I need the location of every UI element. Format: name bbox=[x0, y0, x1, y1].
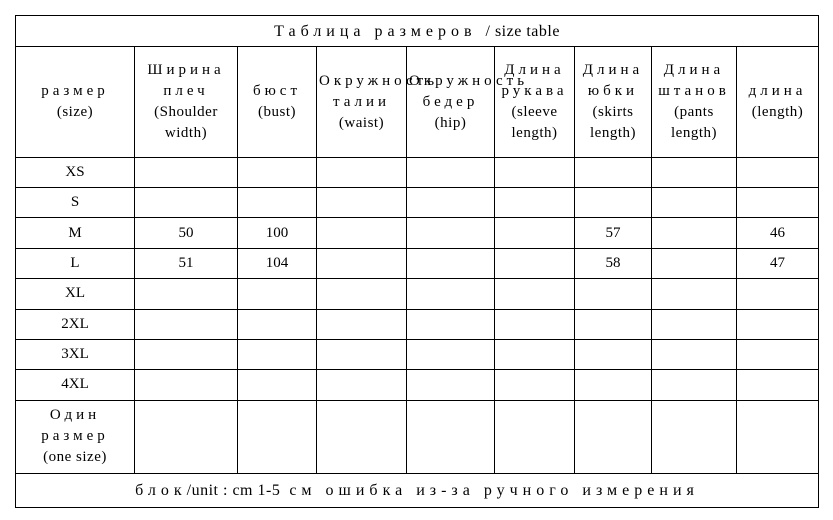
table-cell bbox=[135, 157, 238, 187]
table-cell bbox=[575, 400, 652, 473]
table-cell bbox=[238, 370, 317, 400]
table-cell bbox=[407, 400, 495, 473]
table-cell bbox=[652, 188, 737, 218]
column-header-ru: Окружность бедер bbox=[409, 72, 529, 110]
column-header-ru: Ширина плеч bbox=[147, 62, 225, 100]
table-cell bbox=[652, 400, 737, 473]
table-cell: 100 bbox=[238, 218, 317, 248]
table-cell bbox=[652, 157, 737, 187]
size-label: 2XL bbox=[16, 309, 135, 339]
column-header-en: (size) bbox=[56, 104, 94, 121]
column-header-en: (waist) bbox=[338, 114, 385, 131]
column-header-en: (Shoulder width) bbox=[154, 104, 218, 142]
table-cell: 50 bbox=[135, 218, 238, 248]
table-cell: 57 bbox=[575, 218, 652, 248]
table-row bbox=[16, 339, 819, 369]
table-cell bbox=[737, 400, 819, 473]
table-cell bbox=[407, 309, 495, 339]
table-cell bbox=[407, 248, 495, 278]
table-cell bbox=[652, 248, 737, 278]
column-header-en: (skirts length) bbox=[590, 104, 636, 142]
column-header bbox=[407, 47, 529, 157]
table-cell bbox=[135, 188, 238, 218]
size-label: 3XL bbox=[16, 339, 135, 369]
column-header-en: (sleeve length) bbox=[511, 104, 558, 142]
table-cell bbox=[317, 400, 407, 473]
title-row bbox=[16, 16, 819, 47]
table-cell bbox=[737, 309, 819, 339]
size-label: XS bbox=[16, 157, 135, 187]
table-row bbox=[16, 309, 819, 339]
column-header-en: (bust) bbox=[258, 104, 296, 121]
table-cell: 58 bbox=[575, 248, 652, 278]
size-table-container bbox=[15, 15, 818, 508]
size-label: M bbox=[16, 218, 135, 248]
size-label: L bbox=[16, 248, 135, 278]
table-cell bbox=[238, 400, 317, 473]
table-cell bbox=[238, 339, 317, 369]
table-cell bbox=[317, 218, 407, 248]
table-body bbox=[16, 157, 819, 400]
table-row bbox=[16, 157, 819, 187]
one-size-label bbox=[16, 400, 135, 473]
table-cell bbox=[407, 157, 495, 187]
table-cell bbox=[317, 370, 407, 400]
table-cell bbox=[575, 339, 652, 369]
column-header-ru: Длина рукава bbox=[501, 62, 568, 100]
footer-unit-ru: блок bbox=[135, 481, 187, 499]
table-row bbox=[16, 370, 819, 400]
table-cell bbox=[317, 339, 407, 369]
table-cell: 104 bbox=[238, 248, 317, 278]
table-cell bbox=[135, 279, 238, 309]
table-cell bbox=[652, 279, 737, 309]
table-cell: 51 bbox=[135, 248, 238, 278]
table-title-en: / size table bbox=[485, 22, 560, 40]
table-cell bbox=[317, 309, 407, 339]
column-header-ru: Длина юбки bbox=[582, 62, 644, 100]
column-header bbox=[495, 47, 575, 157]
table-cell bbox=[238, 188, 317, 218]
table-cell bbox=[407, 339, 495, 369]
table-cell bbox=[407, 188, 495, 218]
table-cell bbox=[495, 218, 575, 248]
table-cell bbox=[135, 309, 238, 339]
table-cell bbox=[495, 309, 575, 339]
footer-unit-en: /unit : cm 1-5 bbox=[186, 481, 281, 499]
column-header bbox=[317, 47, 439, 157]
column-header-ru: размер bbox=[41, 83, 109, 100]
table-row bbox=[16, 279, 819, 309]
table-cell bbox=[575, 188, 652, 218]
size-table bbox=[15, 15, 819, 508]
table-cell bbox=[407, 218, 495, 248]
table-cell bbox=[135, 370, 238, 400]
one-size-row bbox=[16, 400, 819, 473]
column-header bbox=[16, 47, 135, 157]
table-cell bbox=[317, 157, 407, 187]
table-cell bbox=[407, 370, 495, 400]
size-label: 4XL bbox=[16, 370, 135, 400]
table-cell bbox=[652, 339, 737, 369]
column-header bbox=[737, 47, 819, 157]
table-cell bbox=[737, 370, 819, 400]
column-header-ru: Окружность талии bbox=[319, 72, 439, 110]
table-cell: 46 bbox=[737, 218, 819, 248]
table-cell bbox=[737, 188, 819, 218]
size-label: XL bbox=[16, 279, 135, 309]
column-header-en: (pants length) bbox=[671, 104, 717, 142]
footer-note bbox=[16, 473, 819, 507]
one-size-label-en: (one size) bbox=[43, 449, 107, 466]
column-header bbox=[238, 47, 317, 157]
table-cell bbox=[135, 400, 238, 473]
table-cell bbox=[495, 370, 575, 400]
column-header bbox=[575, 47, 652, 157]
table-cell bbox=[495, 248, 575, 278]
table-row bbox=[16, 248, 819, 278]
footer-row bbox=[16, 473, 819, 507]
table-cell bbox=[737, 157, 819, 187]
column-header bbox=[652, 47, 737, 157]
table-cell bbox=[495, 157, 575, 187]
column-header bbox=[135, 47, 238, 157]
table-cell bbox=[317, 279, 407, 309]
table-cell bbox=[575, 279, 652, 309]
column-header-en: (hip) bbox=[434, 114, 467, 131]
table-cell bbox=[238, 279, 317, 309]
table-cell bbox=[495, 400, 575, 473]
size-label: S bbox=[16, 188, 135, 218]
table-cell bbox=[652, 218, 737, 248]
table-title bbox=[16, 16, 819, 47]
table-cell bbox=[652, 309, 737, 339]
footer-note-ru: см ошибка из-за ручного измерения bbox=[289, 481, 699, 499]
table-cell bbox=[737, 279, 819, 309]
table-cell bbox=[575, 370, 652, 400]
table-cell bbox=[317, 248, 407, 278]
table-cell bbox=[135, 339, 238, 369]
column-header-en: (length) bbox=[751, 104, 804, 121]
table-cell bbox=[317, 188, 407, 218]
column-header-ru: бюст bbox=[252, 83, 302, 100]
table-cell bbox=[407, 279, 495, 309]
table-cell bbox=[238, 309, 317, 339]
column-header-ru: длина bbox=[748, 83, 807, 100]
table-cell bbox=[575, 157, 652, 187]
table-cell bbox=[737, 339, 819, 369]
header-row bbox=[16, 47, 819, 157]
table-row bbox=[16, 188, 819, 218]
table-cell bbox=[495, 188, 575, 218]
one-size-label-ru: Один размер bbox=[41, 407, 109, 445]
table-cell bbox=[652, 370, 737, 400]
table-cell bbox=[575, 309, 652, 339]
table-cell bbox=[495, 279, 575, 309]
table-row bbox=[16, 218, 819, 248]
table-cell bbox=[495, 339, 575, 369]
table-cell: 47 bbox=[737, 248, 819, 278]
table-cell bbox=[238, 157, 317, 187]
table-title-ru: Таблица размеров bbox=[274, 22, 477, 40]
column-header-ru: Длина штанов bbox=[658, 62, 730, 100]
